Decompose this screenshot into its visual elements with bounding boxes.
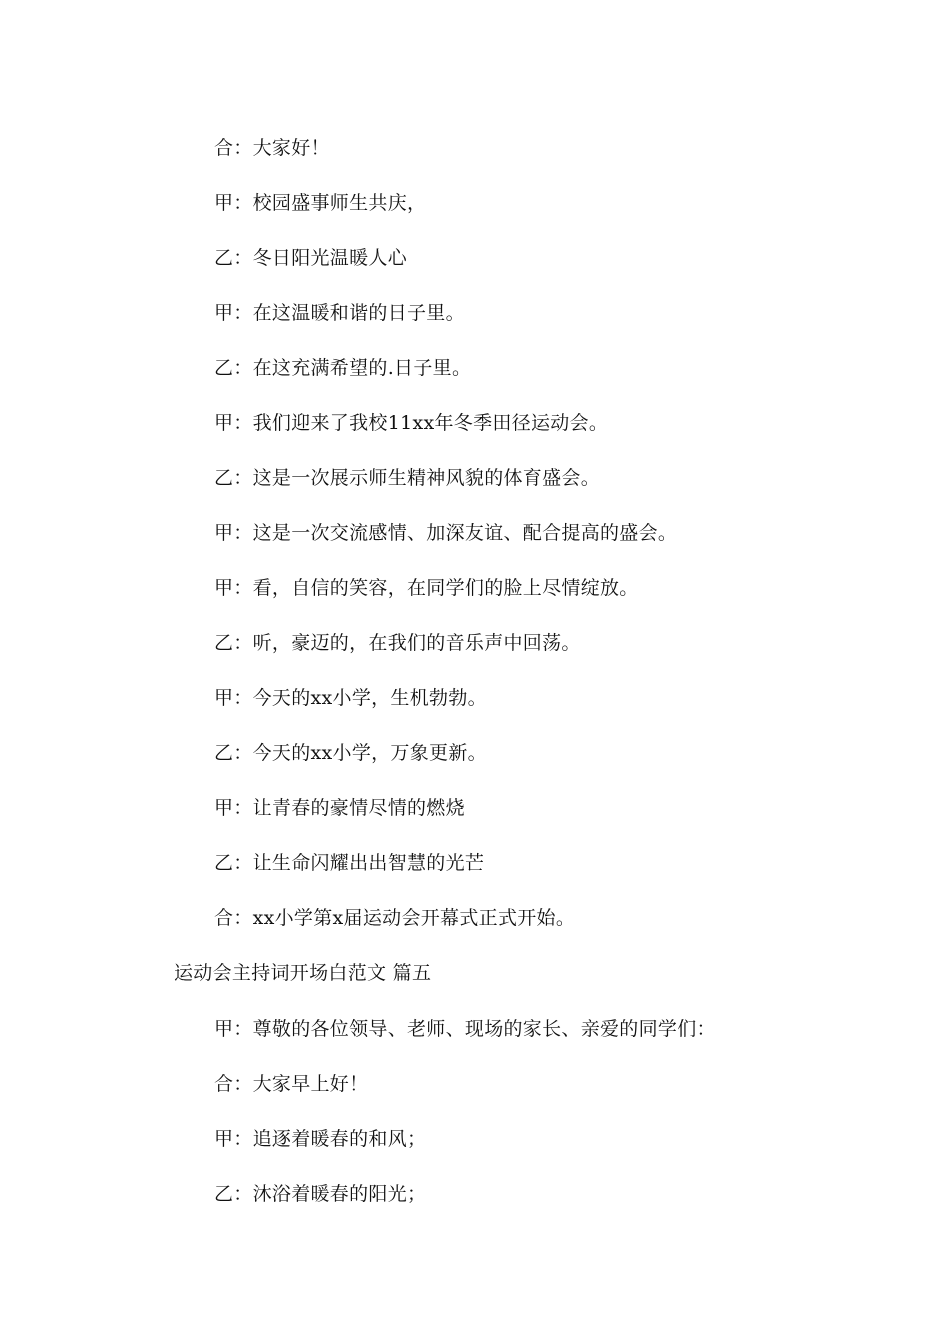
dialogue-line: 甲：我们迎来了我校11xx年冬季田径运动会。	[214, 412, 609, 434]
dialogue-line: 乙：今天的xx小学，万象更新。	[214, 742, 487, 764]
dialogue-line: 乙：冬日阳光温暖人心	[214, 247, 408, 269]
dialogue-line: 合：xx小学第x届运动会开幕式正式开始。	[214, 907, 576, 929]
dialogue-line: 甲：校园盛事师生共庆，	[214, 192, 427, 214]
section-heading: 运动会主持词开场白范文 篇五	[174, 962, 432, 984]
dialogue-line: 乙：听，豪迈的，在我们的音乐声中回荡。	[214, 632, 581, 654]
dialogue-line: 乙：让生命闪耀出出智慧的光芒	[214, 852, 485, 874]
dialogue-line: 甲：这是一次交流感情、加深友谊、配合提高的盛会。	[214, 522, 678, 544]
dialogue-line: 甲：在这温暖和谐的日子里。	[214, 302, 465, 324]
dialogue-line: 甲：今天的xx小学，生机勃勃。	[214, 687, 487, 709]
dialogue-line: 甲：看，自信的笑容，在同学们的脸上尽情绽放。	[214, 577, 639, 599]
dialogue-line: 合：大家好！	[214, 137, 330, 159]
dialogue-line: 乙：在这充满希望的.日子里。	[214, 357, 472, 379]
dialogue-line: 乙：这是一次展示师生精神风貌的体育盛会。	[214, 467, 601, 489]
dialogue-line: 乙：沐浴着暖春的阳光；	[214, 1183, 427, 1205]
dialogue-line: 合：大家早上好！	[214, 1073, 369, 1095]
dialogue-line: 甲：尊敬的各位领导、老师、现场的家长、亲爱的同学们：	[214, 1018, 716, 1040]
dialogue-line: 甲：让青春的豪情尽情的燃烧	[214, 797, 465, 819]
dialogue-line: 甲：追逐着暖春的和风；	[214, 1128, 427, 1150]
